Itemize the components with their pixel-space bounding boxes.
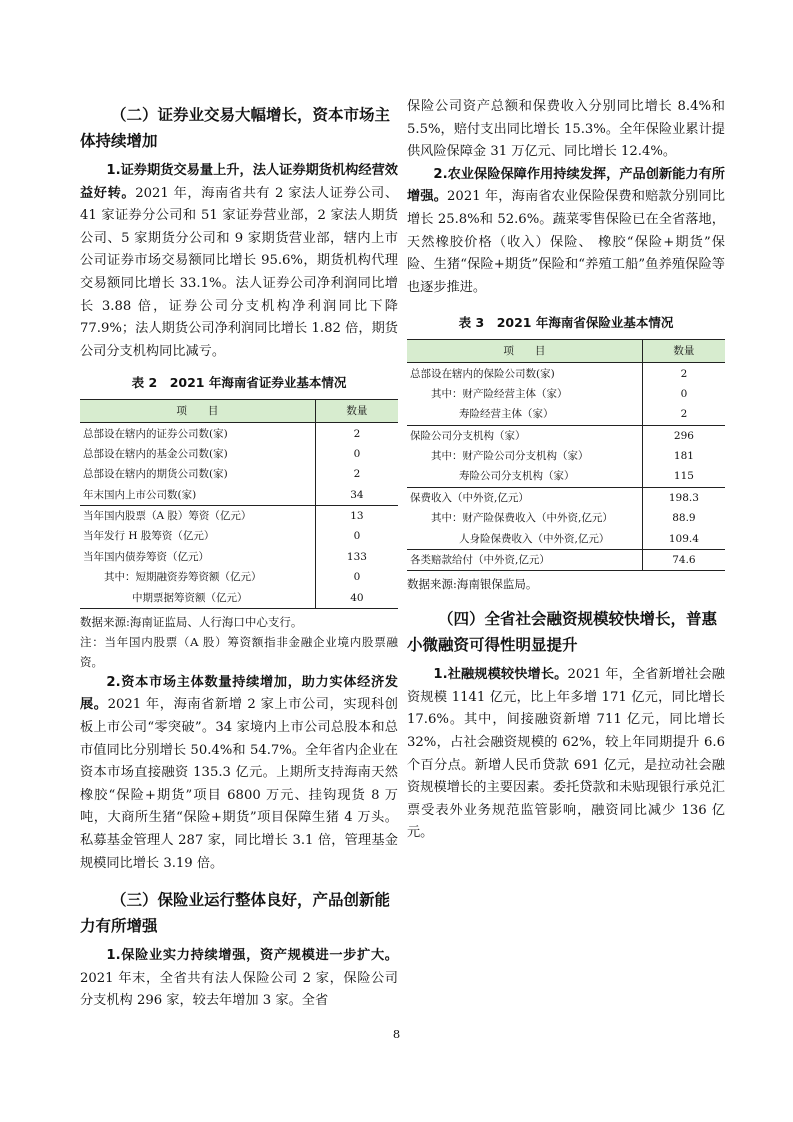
securities-table bbox=[80, 399, 398, 609]
paragraph-securities-trading bbox=[80, 160, 398, 363]
table-source: 数据来源:海南证监局、人行海口中心支行。 bbox=[80, 614, 303, 629]
paragraph-capital-market bbox=[80, 672, 398, 875]
table-header-item: 项 目 bbox=[80, 400, 315, 423]
table-header-value: 数量 bbox=[642, 340, 725, 363]
table-row: 人身险保费收入（中外资,亿元） 109.4 bbox=[407, 528, 725, 549]
insurance-table bbox=[407, 339, 725, 571]
page-number: 8 bbox=[392, 1027, 401, 1041]
section-heading-securities: （二）证券业交易大幅增长，资本市场主体持续增加 bbox=[80, 106, 391, 150]
table-row: 保险公司分支机构（家） 296 bbox=[407, 425, 725, 446]
paragraph-social-financing bbox=[407, 664, 725, 845]
paragraph-body: 2021 年末，全省共有法人保险公司 2 家，保险公司分支机构 296 家，较去年增加 3 家。全省 bbox=[80, 970, 398, 1009]
table-row: 中期票据筹资额（亿元） 40 bbox=[80, 587, 398, 608]
table-row: 总部设在辖内的基金公司数(家) 0 bbox=[80, 444, 398, 464]
paragraph-insurance-strength bbox=[80, 945, 398, 1013]
table-row: 寿险经营主体（家） 2 bbox=[407, 404, 725, 425]
paragraph-lead: 1.保险业实力持续增强，资产规模进一步扩大。 bbox=[106, 948, 398, 964]
paragraph-lead: 1.社融规模较快增长。 bbox=[433, 667, 568, 683]
table-row: 总部设在辖内的证券公司数(家) 2 bbox=[80, 423, 398, 444]
table-row: 当年国内股票（A 股）筹资（亿元） 13 bbox=[80, 505, 398, 526]
table-row: 总部设在辖内的保险公司数(家) 2 bbox=[407, 363, 725, 384]
table-row: 其中：短期融资券筹资额（亿元） 0 bbox=[80, 567, 398, 587]
left-column bbox=[80, 96, 398, 1013]
paragraph-lead: 1.证券期货交易量上升，法人证券期货机构经营效益好转。 bbox=[80, 163, 398, 201]
table-row: 年末国内上市公司数(家) 34 bbox=[80, 485, 398, 506]
table-row: 当年发行 H 股筹资（亿元） 0 bbox=[80, 526, 398, 546]
paragraph-body: 2021 年，海南省新增 2 家上市公司，实现科创板上市公司“零突破”。34 家境内上市公司总股本和总市值同比分别增长 50.4%和 54.7%。全年省内企业在资本市场直接融资 135.3 亿元。上期所支持海南天然橡胶“保险+期货”项目 6800 万元、挂钩现货 8 万吨，大商所生猪“保险+期货”项目保障生猪 4 万头。私募基金管理人 287 家，同比增长 3.1 倍，管理基金规模同比增长 3.19 倍。 bbox=[80, 697, 398, 871]
table-row: 其中：财产险经营主体（家） 0 bbox=[407, 384, 725, 404]
paragraph-body: 2021 年，海南省共有 2 家法人证券公司、41 家证券分公司和 51 家证券营业部，2 家法人期货公司、5 家期货分公司和 9 家期货营业部，辖内上市公司证券市场交易额同比增长 95.6%，期货机构代理交易额同比增长 33.1%。法人证券公司净利润同比增长 3.88 倍，证券公司分支机构净利润同比下降 77.9%；法人期货公司净利润同比增长 1.82 倍，期货公司分支机构同比减亏。 bbox=[80, 185, 399, 359]
table-row: 保费收入（中外资,亿元） 198.3 bbox=[407, 487, 725, 508]
section-heading-insurance: （三）保险业运行整体良好，产品创新能力有所增强 bbox=[80, 891, 391, 936]
table-note: 注：当年国内股票（A 股）筹资额指非金融企业境内股票融资。 bbox=[80, 634, 398, 669]
paragraph-body: 2021 年，海南省农业保险保费和赔款分别同比增长 25.8%和 52.6%。蔬菜零售保险已在全省落地，天然橡胶价格（收入）保险、 橡胶“保险+期货”保险、生猪“保险+期货”保险和“养殖工船”鱼养殖保险等也逐步推进。 bbox=[407, 189, 725, 295]
paragraph-insurance-continued: 保险公司资产总额和保费收入分别同比增长 8.4%和 5.5%，赔付支出同比增长 15.3%。全年保险业累计提供风险保障金 31 万亿元、同比增长 12.4%。 bbox=[407, 99, 725, 160]
table-row: 寿险公司分支机构（家） 115 bbox=[407, 466, 725, 487]
table-row: 其中：财产险保费收入（中外资,亿元） 88.9 bbox=[407, 508, 725, 528]
table-caption: 表 3 2021 年海南省保险业基本情况 bbox=[458, 315, 674, 331]
table-row: 当年国内债券筹资（亿元） 133 bbox=[80, 547, 398, 567]
right-column bbox=[407, 96, 725, 845]
table-header-item: 项 目 bbox=[407, 340, 642, 363]
table-row: 总部设在辖内的期货公司数(家) 2 bbox=[80, 464, 398, 484]
table-header-value: 数量 bbox=[315, 400, 398, 423]
paragraph-lead: 2.农业保险保障作用持续发挥，产品创新能力有所增强。 bbox=[407, 166, 725, 205]
paragraph-lead: 2.资本市场主体数量持续增加，助力实体经济发展。 bbox=[80, 674, 398, 713]
section-heading-social-financing: （四）全省社会融资规模较快增长，普惠小微融资可得性明显提升 bbox=[407, 610, 718, 655]
table-row: 各类赔款给付（中外资,亿元） 74.6 bbox=[407, 549, 725, 570]
table-row: 其中：财产险公司分支机构（家） 181 bbox=[407, 446, 725, 466]
paragraph-body: 2021 年，全省新增社会融资规模 1141 亿元，比上年多增 171 亿元，同比增长 17.6%。其中，间接融资新增 711 亿元，同比增长 32%，占社会融资规模的 62%，较上年同期提升 6.6 个百分点。新增人民币贷款 691 亿元，是拉动社会融资规模增长的主要因素。委托贷款和未贴现银行承兑汇票受表外业务规范监管影响，融资同比减少 136 亿元。 bbox=[407, 667, 725, 841]
table-source: 数据来源:海南银保监局。 bbox=[407, 577, 538, 592]
paragraph-agri-insurance bbox=[407, 164, 725, 300]
table-caption: 表 2 2021 年海南省证券业基本情况 bbox=[131, 375, 347, 391]
